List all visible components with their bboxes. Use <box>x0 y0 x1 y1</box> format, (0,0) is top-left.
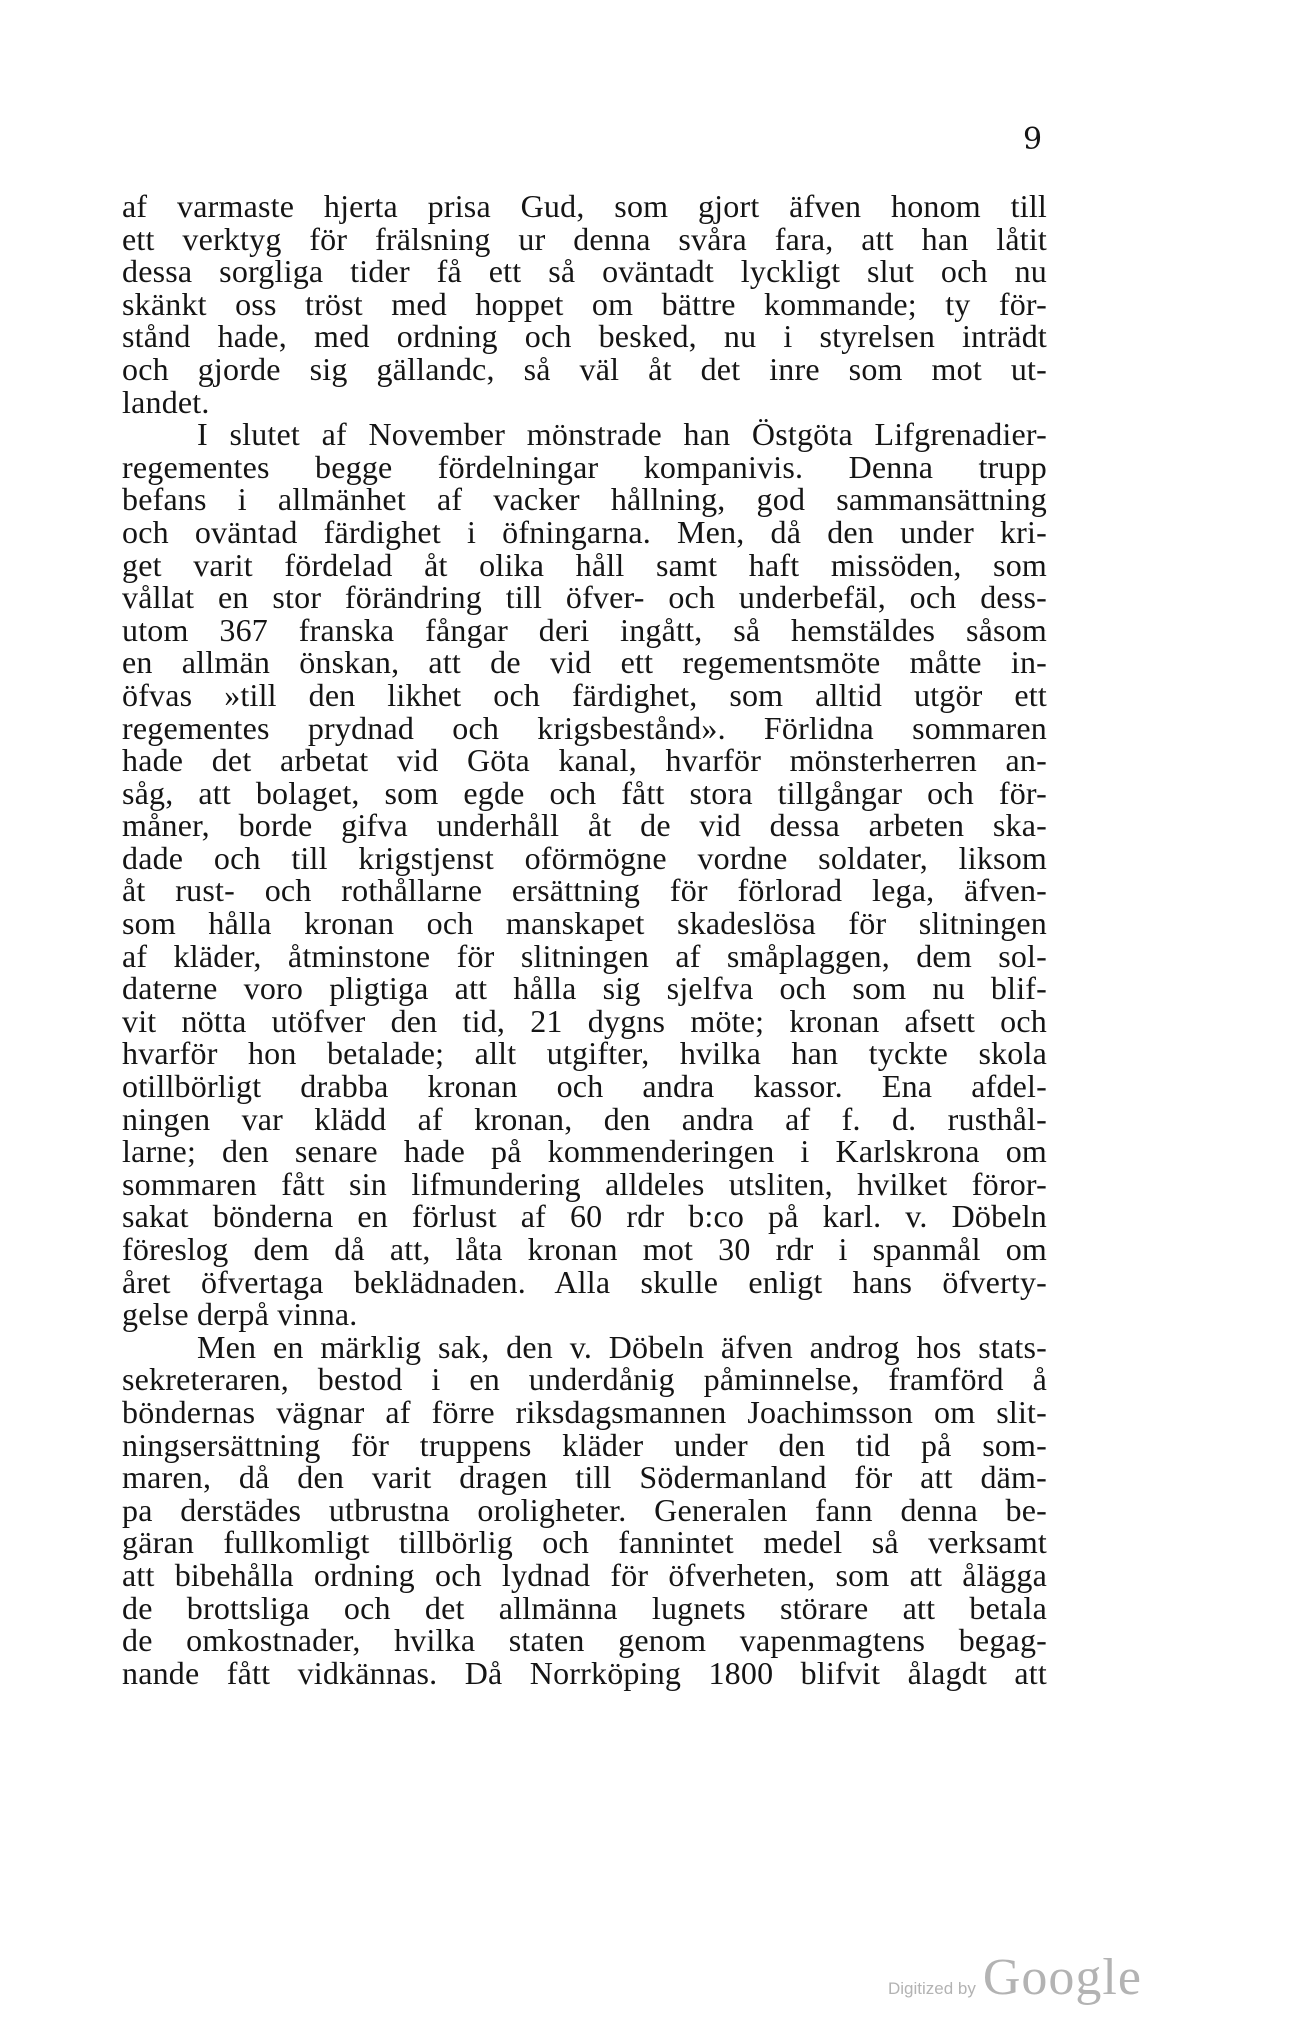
text-line: af kläder, åtminstone för slitningen af småplaggen, dem sol- <box>122 937 1047 974</box>
text-line: stånd hade, med ordning och besked, nu i styrelsen inträdt <box>122 318 1047 355</box>
text-line: böndernas vägnar af förre riksdagsmannen Joachimsson om slit- <box>122 1393 1047 1430</box>
text-line: vit nötta utöfver den tid, 21 dygns möte; kronan afsett och <box>122 1002 1047 1039</box>
text-line: sommaren fått sin lifmundering alldeles utsliten, hvilket föror- <box>122 1165 1047 1202</box>
watermark-prefix: Digitized by <box>888 1979 976 1998</box>
page-number: 9 <box>1023 122 1043 157</box>
text-line: Men en märklig sak, den v. Döbeln äfven androg hos stats- <box>197 1328 1047 1365</box>
text-line: åt rust- och rothållarne ersättning för förlorad lega, äfven- <box>122 872 1047 909</box>
text-line: skänkt oss tröst med hoppet om bättre kommande; ty för- <box>122 285 1047 322</box>
text-line: hvarför hon betalade; allt utgifter, hvilka han tyckte skola <box>122 1035 1047 1072</box>
text-line: ningsersättning för truppens kläder under den tid på som- <box>122 1426 1047 1463</box>
text-line: som hålla kronan och manskapet skadeslösa för slitningen <box>122 905 1047 942</box>
text-line: utom 367 franska fångar deri ingått, så hemstäldes såsom <box>122 611 1047 648</box>
text-line: vållat en stor förändring till öfver- och underbefäl, och dess- <box>122 579 1047 616</box>
text-line: och oväntad färdighet i öfningarna. Men, då den under kri- <box>122 513 1047 550</box>
text-line: befans i allmänhet af vacker hållning, god sammansättning <box>122 481 1047 518</box>
text-line: sakat bönderna en förlust af 60 rdr b:co på karl. v. Döbeln <box>122 1198 1047 1235</box>
text-line: öfvas »till den likhet och färdighet, som alltid utgör ett <box>122 676 1047 713</box>
text-line: hade det arbetat vid Göta kanal, hvarför mönsterherren an- <box>122 742 1047 779</box>
text-line: af varmaste hjerta prisa Gud, som gjort äfven honom till <box>122 188 1047 224</box>
text-line: ett verktyg för frälsning ur denna svåra fara, att han låtit <box>122 220 1047 257</box>
text-line: regementes prydnad och krigsbestånd». Förlidna sommaren <box>122 709 1047 746</box>
text-line: dessa sorgliga tider få ett så oväntadt lyckligt slut och nu <box>122 253 1047 290</box>
text-line: såg, att bolaget, som egde och fått stora tillgångar och för- <box>122 774 1047 811</box>
text-line: de brottsliga och det allmänna lugnets störare att betala <box>122 1589 1047 1626</box>
text-line: föreslog dem då att, låta kronan mot 30 rdr i spanmål om <box>122 1231 1047 1267</box>
digitized-watermark <box>888 1948 1142 2007</box>
text-line: en allmän önskan, att de vid ett regementsmöte måtte in- <box>122 644 1047 681</box>
text-line: get varit fördelad åt olika håll samt haft missöden, som <box>122 546 1047 583</box>
google-logo: Google <box>982 1949 1142 2006</box>
text-line: I slutet af November mönstrade han Östgöta Lifgrenadier- <box>197 416 1047 453</box>
text-line: de omkostnader, hvilka staten genom vapenmagtens begag- <box>122 1622 1047 1659</box>
text-line: att bibehålla ordning och lydnad för öfverheten, som att ålägga <box>122 1556 1047 1593</box>
text-line: pa derstädes utbrustna oroligheter. Generalen fann denna be- <box>122 1491 1047 1528</box>
text-line: nande fått vidkännas. Då Norrköping 1800 blifvit ålagdt att <box>122 1654 1047 1691</box>
text-line: otillbörligt drabba kronan och andra kassor. Ena afdel- <box>122 1068 1047 1105</box>
text-line: måner, borde gifva underhåll åt de vid dessa arbeten ska- <box>122 807 1047 844</box>
text-line: året öfvertaga beklädnaden. Alla skulle enligt hans öfverty- <box>122 1263 1047 1300</box>
text-line: sekreteraren, bestod i en underdånig påminnelse, framförd å <box>122 1361 1047 1398</box>
text-line: ningen var klädd af kronan, den andra af f. d. rusthål- <box>122 1100 1047 1137</box>
text-line: gelse derpå vinna. <box>122 1296 358 1333</box>
text-line: daterne voro pligtiga att hålla sig sjelfva och som nu blif- <box>122 970 1047 1007</box>
text-line: landet. <box>122 383 210 420</box>
text-line: regementes begge fördelningar kompanivis. Denna trupp <box>122 448 1047 485</box>
text-line: larne; den senare hade på kommenderingen i Karlskrona om <box>122 1133 1047 1170</box>
text-line: dade och till krigstjenst oförmögne vordne soldater, liksom <box>122 839 1047 876</box>
text-body <box>122 190 1047 1689</box>
text-line: och gjorde sig gällandc, så väl åt det inre som mot ut- <box>122 350 1047 387</box>
text-line: gäran fullkomligt tillbörlig och fannintet medel så verksamt <box>122 1524 1047 1561</box>
text-line: maren, då den varit dragen till Södermanland för att däm- <box>122 1459 1047 1496</box>
